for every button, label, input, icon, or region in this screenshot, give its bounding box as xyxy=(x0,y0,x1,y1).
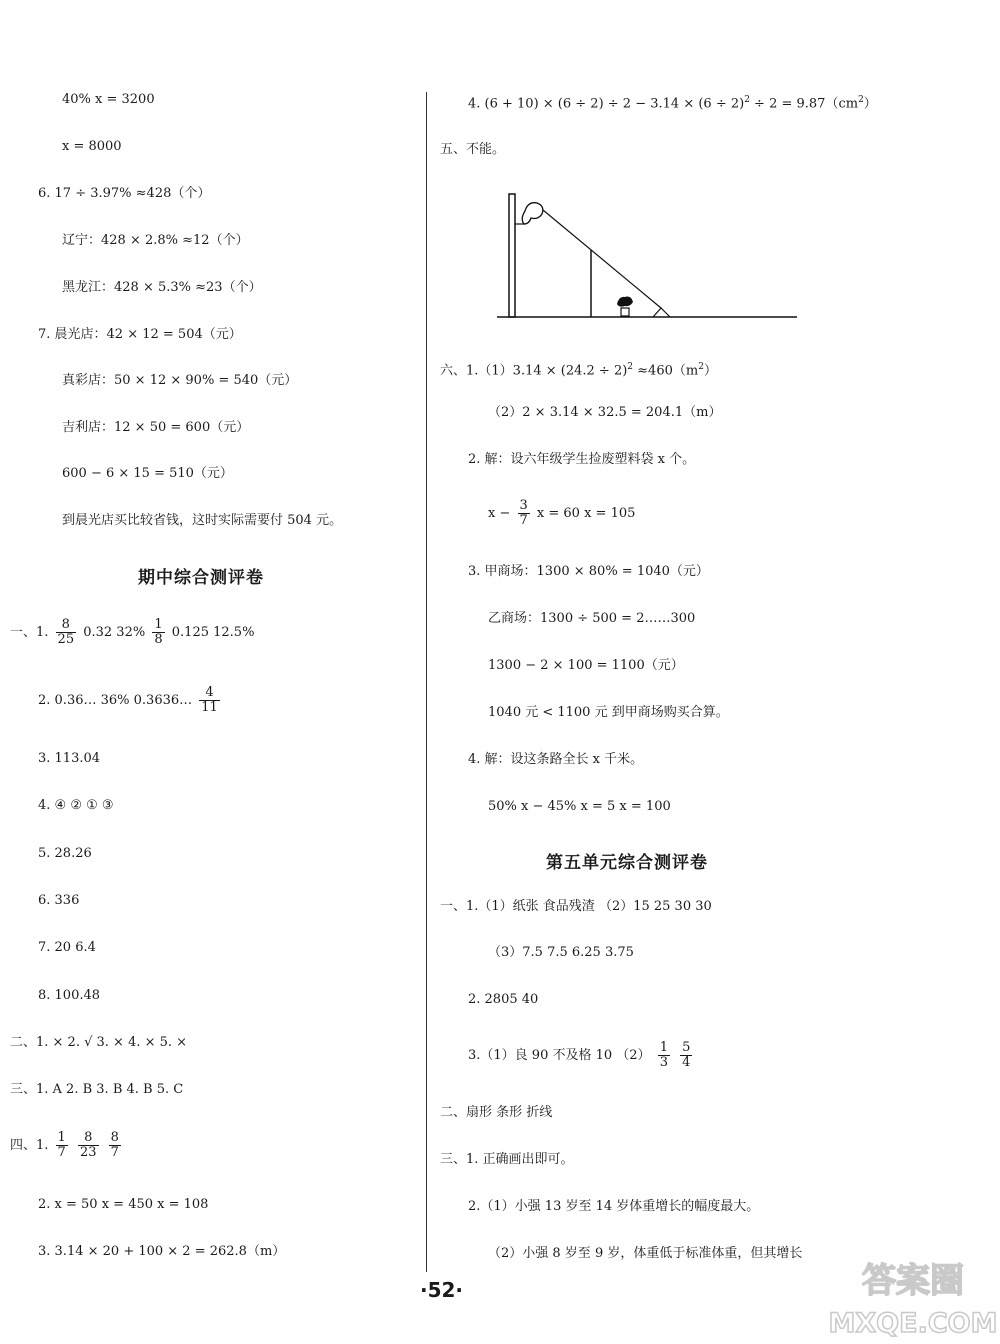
unit5-1-1: 一、1.（1）纸张 食品残渣 （2）15 25 30 30 xyxy=(440,899,712,914)
midterm-1-2 xyxy=(38,686,223,715)
midterm-1-7: 7. 20 6.4 xyxy=(38,940,96,955)
exponent: 2 xyxy=(744,95,750,105)
unit5-3-2-1: 2.（1）小强 13 岁至 14 岁体重增长的幅度最大。 xyxy=(468,1199,760,1214)
exponent: 2 xyxy=(627,362,634,372)
answer-6-4-equation: 50% x − 45% x = 5 x = 100 xyxy=(488,799,671,814)
unit5-1-2: 2. 2805 40 xyxy=(468,992,539,1007)
answer-6-4: 4. 解：设这条路全长 x 千米。 xyxy=(468,752,644,767)
midterm-3: 三、1. A 2. B 3. B 4. B 5. C xyxy=(10,1082,184,1097)
watermark-logo xyxy=(828,1248,998,1340)
answer-6-liaoning: 辽宁：428 × 2.8% ≈12（个） xyxy=(62,233,249,248)
answer-text: ） xyxy=(703,363,717,379)
denominator: 3 xyxy=(659,1055,668,1070)
shadow-tip xyxy=(653,308,670,317)
midterm-4-1 xyxy=(10,1131,124,1160)
section-title-unit5: 第五单元综合测评卷 xyxy=(546,853,708,873)
fraction xyxy=(680,1041,692,1070)
answer-text: x − xyxy=(488,506,511,521)
answer-7-chenguang: 7. 晨光店：42 × 12 = 504（元） xyxy=(38,327,242,342)
unit5-3-1: 三、1. 正确画出即可。 xyxy=(440,1152,574,1167)
watermark-top: 答案圈 xyxy=(862,1261,964,1301)
page-number: ·52· xyxy=(420,1278,464,1302)
numerator: 5 xyxy=(682,1040,691,1055)
denominator: 11 xyxy=(201,700,218,715)
answer-7-conclusion: 到晨光店买比较省钱，这时实际需要付 504 元。 xyxy=(62,513,343,528)
answer-6-2-equation xyxy=(488,499,635,528)
denominator: 7 xyxy=(57,1145,66,1160)
unit5-2: 二、扇形 条形 折线 xyxy=(440,1105,553,1120)
tall-pole xyxy=(509,194,515,317)
answer-6-3-conclusion: 1040 元 < 1100 元 到甲商场购买合算。 xyxy=(488,705,729,720)
answer-5: 五、不能。 xyxy=(440,142,506,157)
fraction xyxy=(56,618,77,647)
fraction xyxy=(78,1131,99,1160)
answer-6-heilongjiang: 黑龙江：428 × 5.3% ≈23（个） xyxy=(62,280,262,295)
answer-6-1-1 xyxy=(440,359,717,379)
answer-text: 2. 0.36… 36% 0.3636… xyxy=(38,693,193,708)
answer-6-2: 2. 解：设六年级学生捡废塑料袋 x 个。 xyxy=(468,452,696,467)
numerator: 8 xyxy=(78,1131,99,1146)
numerator: 4 xyxy=(199,686,220,701)
light-lamp xyxy=(522,203,543,224)
answer-text: ） xyxy=(863,96,877,112)
answer-6-3-jia: 3. 甲商场：1300 × 80% = 1040（元） xyxy=(468,564,709,579)
midterm-1-5: 5. 28.26 xyxy=(38,846,92,861)
midterm-1-1 xyxy=(10,618,254,647)
exponent: 2 xyxy=(698,362,704,372)
answer-text: ÷ 2 = 9.87（cm xyxy=(749,96,859,112)
unit5-3-2-2: （2）小强 8 岁至 9 岁，体重低于标准体重，但其增长 xyxy=(488,1246,803,1261)
answer-text: x = 60 x = 105 xyxy=(536,506,636,521)
answer-text: 0.125 12.5% xyxy=(171,625,255,640)
shadow-diagram xyxy=(495,186,800,322)
numerator: 1 xyxy=(154,617,163,632)
answer-7-calc: 600 − 6 × 15 = 510（元） xyxy=(62,466,233,481)
numerator: 8 xyxy=(110,1130,119,1145)
fraction xyxy=(56,1131,68,1160)
denominator: 7 xyxy=(110,1145,119,1160)
numerator: 1 xyxy=(57,1130,66,1145)
midterm-1-4: 4. ④ ② ① ③ xyxy=(38,798,114,813)
column-divider xyxy=(426,92,427,1272)
fraction xyxy=(152,618,164,647)
item-prefix: 一、1. xyxy=(10,625,49,640)
denominator: 8 xyxy=(154,632,163,647)
fraction xyxy=(518,499,530,528)
midterm-1-6: 6. 336 xyxy=(38,893,80,908)
denominator: 23 xyxy=(79,1145,97,1160)
unit5-1-1-3: （3）7.5 7.5 6.25 3.75 xyxy=(488,945,634,960)
eq-line: x = 8000 xyxy=(62,139,122,154)
denominator: 7 xyxy=(519,513,528,528)
watermark-bottom: MXQE.COM xyxy=(828,1308,998,1339)
answer-6-3-calc: 1300 − 2 × 100 = 1100（元） xyxy=(488,658,684,673)
midterm-4-2: 2. x = 50 x = 450 x = 108 xyxy=(38,1197,209,1212)
numerator: 3 xyxy=(519,498,528,513)
midterm-1-3: 3. 113.04 xyxy=(38,751,101,766)
midterm-2: 二、1. × 2. √ 3. × 4. × 5. × xyxy=(10,1035,188,1050)
answer-text: 3.（1）良 90 不及格 10 （2） xyxy=(468,1048,651,1063)
eq-line: 40% x = 3200 xyxy=(62,92,155,107)
answer-text: ≈460（m xyxy=(633,363,699,379)
fraction xyxy=(658,1041,670,1070)
answer-7-zhencai: 真彩店：50 × 12 × 90% = 540（元） xyxy=(62,373,298,388)
item-prefix: 四、1. xyxy=(10,1138,49,1153)
answer-6: 6. 17 ÷ 3.97% ≈428（个） xyxy=(38,186,211,201)
denominator: 25 xyxy=(57,632,75,647)
answer-text: 六、1.（1）3.14 × (24.2 ÷ 2) xyxy=(440,363,628,379)
denominator: 4 xyxy=(682,1055,691,1070)
midterm-1-8: 8. 100.48 xyxy=(38,988,101,1003)
person-head xyxy=(617,297,633,307)
answer-text: 4. (6 + 10) × (6 ÷ 2) ÷ 2 − 3.14 × (6 ÷ 2) xyxy=(468,96,745,112)
exponent: 2 xyxy=(858,95,864,105)
answer-6-3-yi: 乙商场：1300 ÷ 500 = 2……300 xyxy=(488,611,696,626)
midterm-4-3: 3. 3.14 × 20 + 100 × 2 = 262.8（m） xyxy=(38,1244,286,1259)
section-title-midterm: 期中综合测评卷 xyxy=(138,568,264,588)
fraction xyxy=(199,686,220,715)
unit5-1-3 xyxy=(468,1041,695,1070)
numerator: 1 xyxy=(659,1040,668,1055)
answer-4-area xyxy=(468,92,877,112)
answer-6-1-2: （2）2 × 3.14 × 32.5 = 204.1（m） xyxy=(488,405,722,420)
light-ray xyxy=(543,210,661,308)
answer-text: 0.32 32% xyxy=(83,625,146,640)
answer-7-jili: 吉利店：12 × 50 = 600（元） xyxy=(62,420,250,435)
fraction xyxy=(109,1131,121,1160)
numerator: 8 xyxy=(56,618,77,633)
person-body xyxy=(621,308,629,316)
